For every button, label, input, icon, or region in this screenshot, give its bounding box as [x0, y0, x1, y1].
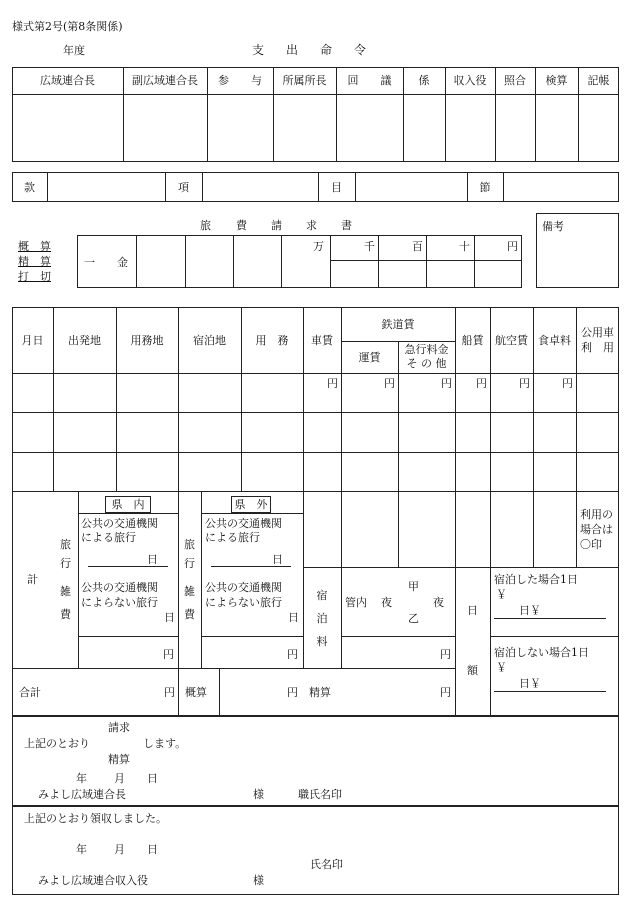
col-purpose: 用 務	[255, 334, 289, 347]
inpref-nonpublic-1: 公共の交通機関	[81, 581, 158, 594]
approval-col-chief: 広域連合長	[40, 74, 95, 87]
public-use-note-1: 利用の	[580, 508, 613, 521]
col-other: そ の 他	[406, 357, 447, 370]
budget-setsu-field[interactable]	[504, 173, 618, 201]
request-title-5: 書	[341, 219, 352, 232]
stamp-cell-advisor[interactable]	[208, 95, 272, 161]
outpref-label: 県 外	[234, 498, 268, 511]
outpref-public-2: による旅行	[205, 531, 260, 544]
daily-without-stay: 宿泊しない場合1日	[494, 646, 589, 659]
misc-char-2: 行	[60, 557, 71, 570]
outpref-public-day: 日	[272, 553, 283, 566]
outpref-yen: 円	[287, 648, 298, 661]
claim-sama: 様	[253, 788, 264, 801]
col-public-car: 公用車	[581, 326, 614, 339]
daily-with-stay: 宿泊した場合1日	[494, 573, 578, 586]
receipt-year: 年	[76, 843, 87, 856]
settle-yen: 円	[440, 686, 451, 699]
lodging-fee-char-1: 宿	[316, 589, 328, 602]
settle-label: 精算	[309, 686, 331, 699]
outpref-nonpublic-day: 日	[288, 611, 299, 624]
daily-char-2: 額	[467, 664, 478, 677]
receipt-addressee: みよし広域連合収入役	[38, 874, 148, 887]
grand-total-label: 合計	[19, 686, 41, 699]
misc-char-1: 旅	[60, 538, 71, 551]
yen-car: 円	[327, 377, 338, 390]
approval-col-ledger: 記帳	[587, 74, 610, 87]
claim-request[interactable]: 請求	[108, 721, 130, 734]
claim-addressee: みよし広域連合長	[38, 788, 126, 801]
title-char-1: 支	[252, 43, 265, 57]
estimate-field[interactable]	[220, 669, 302, 715]
table-row[interactable]	[13, 453, 53, 491]
receipt-month: 月	[114, 843, 125, 856]
title-char-4: 令	[354, 43, 367, 57]
approval-col-verify: 照合	[504, 74, 526, 87]
yen-rail-fare: 円	[384, 377, 395, 390]
approval-col-dept-head: 所属所長	[282, 74, 327, 87]
request-title-1: 旅	[200, 219, 211, 232]
total-label: 計	[27, 573, 38, 586]
claim-signer: 職氏名印	[298, 788, 342, 801]
unit-en: 円	[507, 240, 518, 253]
inpref-nonpublic-day: 日	[164, 611, 175, 624]
table-row[interactable]	[13, 413, 53, 452]
yen-express: 円	[441, 377, 452, 390]
col-ship: 船賃	[461, 334, 484, 347]
stamp-cell-vice[interactable]	[124, 95, 206, 161]
claim-settle[interactable]: 精算	[108, 753, 130, 766]
approval-col-check: 検算	[545, 74, 568, 87]
budget-setsu-label: 節	[479, 181, 491, 194]
approval-col-advisor: 参 与	[218, 74, 262, 87]
col-date: 月日	[21, 334, 44, 347]
estimate-yen: 円	[287, 686, 298, 699]
col-desk: 食卓料	[538, 334, 571, 347]
receipt-text: 上記のとおり領収しました。	[24, 812, 167, 825]
remarks-label: 備考	[542, 220, 564, 233]
unit-juu: 十	[459, 240, 470, 253]
request-title-3: 請	[271, 219, 282, 232]
misc-char-3: 雑	[60, 585, 71, 598]
grade-kou: 甲	[408, 580, 419, 593]
unit-sen: 千	[364, 240, 375, 253]
kannai-label: 管内	[345, 596, 367, 609]
lodging-yen: 円	[440, 648, 451, 661]
budget-kan-label: 款	[24, 181, 35, 194]
daily-char-1: 日	[467, 604, 478, 617]
daily-without-stay-yen: ￥	[496, 661, 507, 674]
kind-cutoff[interactable]: 打 切	[18, 270, 51, 283]
unit-hyaku: 百	[412, 240, 423, 253]
approval-col-clerk: 係	[418, 74, 430, 87]
budget-kou-field[interactable]	[203, 173, 317, 201]
lodging-fee-char-3: 料	[316, 635, 328, 648]
inpref-public-day: 日	[147, 553, 158, 566]
yen-air: 円	[519, 377, 530, 390]
estimate-label: 概算	[185, 686, 207, 699]
settle-field[interactable]	[342, 669, 454, 715]
inpref-public-2: による旅行	[81, 531, 136, 544]
claim-year: 年	[76, 772, 87, 785]
misc-char-4: 費	[60, 608, 71, 621]
budget-kou-label: 項	[178, 181, 189, 194]
grade-night: 夜	[433, 596, 444, 609]
amount-box	[77, 235, 522, 288]
form-number: 様式第2号(第8条関係)	[12, 20, 123, 33]
col-express: 急行料金	[404, 343, 449, 356]
title-char-3: 命	[320, 43, 333, 57]
receipt-sama: 様	[253, 874, 264, 887]
claim-suffix: します。	[143, 737, 187, 750]
inpref-yen: 円	[163, 648, 174, 661]
col-public-use: 利 用	[581, 341, 614, 354]
col-rail-fare: 運賃	[358, 351, 381, 364]
claim-month: 月	[114, 772, 125, 785]
receipt-day: 日	[147, 843, 158, 856]
receipt-signer: 氏名印	[310, 858, 343, 871]
col-rail: 鉄道賃	[381, 318, 415, 331]
inpref-public-1: 公共の交通機関	[81, 517, 158, 530]
title-char-2: 出	[286, 43, 299, 57]
grade-otsu: 乙	[408, 612, 419, 625]
col-car: 車賃	[311, 334, 333, 347]
col-departure: 出発地	[68, 334, 101, 347]
claim-day: 日	[147, 772, 158, 785]
stamp-cell-chief[interactable]	[13, 95, 122, 161]
yen-desk: 円	[562, 377, 573, 390]
budget-moku-field[interactable]	[356, 173, 466, 201]
daily-with-stay-day: 日￥	[519, 604, 541, 617]
col-lodging: 宿泊地	[193, 334, 226, 347]
col-workplace: 用務地	[130, 334, 164, 347]
public-use-note-3: 〇印	[580, 538, 602, 551]
lodging-fee-char-2: 泊	[316, 612, 328, 625]
yen-ship: 円	[476, 377, 487, 390]
grand-total-field[interactable]	[54, 669, 177, 715]
misc-char-out-1: 旅	[184, 538, 195, 551]
kind-settlement[interactable]: 精 算	[18, 255, 51, 268]
approval-col-circulation: 回 議	[347, 74, 392, 87]
inpref-label: 県 内	[111, 498, 145, 511]
outpref-public-1: 公共の交通機関	[205, 517, 282, 530]
kind-estimate[interactable]: 概 算	[18, 240, 51, 253]
request-title-2: 費	[236, 219, 247, 232]
amount-label: 一 金	[84, 256, 128, 269]
outpref-nonpublic-2: によらない旅行	[205, 596, 282, 609]
fiscal-year-label: 年度	[63, 44, 85, 57]
misc-char-out-2: 行	[184, 557, 195, 570]
outpref-nonpublic-1: 公共の交通機関	[205, 581, 282, 594]
misc-char-out-3: 雑	[184, 585, 195, 598]
daily-without-stay-day: 日￥	[519, 677, 541, 690]
budget-kan-field[interactable]	[48, 173, 164, 201]
grand-total-yen: 円	[164, 686, 175, 699]
col-air: 航空賃	[495, 334, 528, 347]
misc-char-out-4: 費	[184, 608, 195, 621]
table-row[interactable]	[13, 374, 53, 412]
kannai-night: 夜	[381, 596, 392, 609]
budget-moku-label: 目	[331, 181, 342, 194]
approval-col-treasurer: 収入役	[453, 74, 487, 87]
inpref-nonpublic-2: によらない旅行	[81, 596, 158, 609]
claim-prefix: 上記のとおり	[24, 737, 90, 750]
approval-col-vice: 副広域連合長	[132, 74, 198, 87]
request-title-4: 求	[306, 219, 317, 232]
daily-with-stay-yen: ￥	[496, 588, 507, 601]
unit-man: 万	[313, 240, 324, 253]
public-use-note-2: 場合は	[580, 523, 613, 536]
